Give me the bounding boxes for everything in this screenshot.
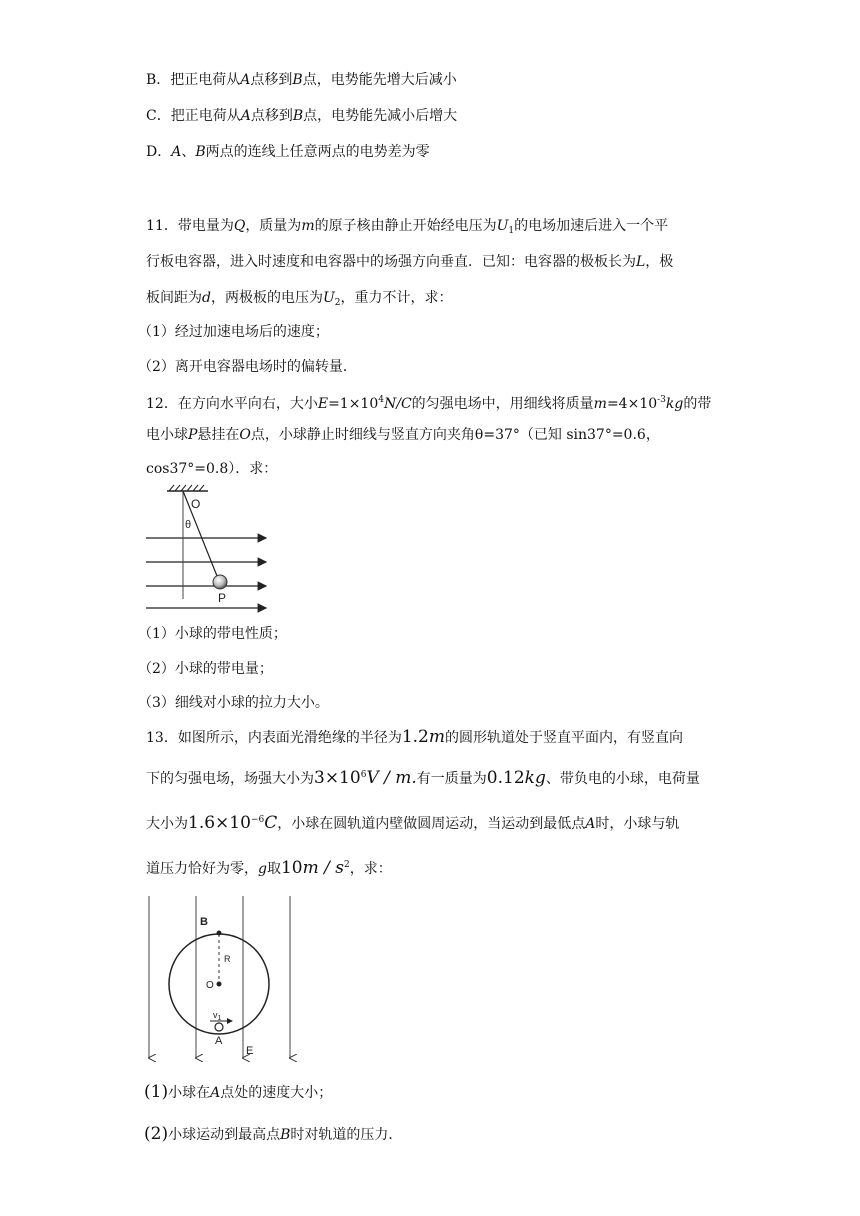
text: 的原子核由静止开始经电压为 bbox=[314, 218, 497, 234]
label-o: O bbox=[206, 980, 214, 991]
circular-track-figure bbox=[140, 892, 300, 1064]
option-b-suffix: 点，电势能先增大后减小 bbox=[302, 72, 457, 88]
text: 时对轨道的压力． bbox=[290, 1127, 403, 1143]
string bbox=[183, 491, 219, 581]
label-o: O bbox=[191, 497, 201, 511]
text: ，小球在圆轨道内壁做圆周运动，当运动到最低点 bbox=[277, 816, 586, 832]
text: 13．如图所示，内表面光滑绝缘的半径为 bbox=[146, 730, 402, 746]
q11-line-1 bbox=[146, 216, 668, 241]
var-e: E bbox=[317, 396, 329, 412]
label-b: B bbox=[200, 916, 208, 928]
q12-line-1 bbox=[146, 390, 711, 414]
text: ，重力不计，求： bbox=[340, 290, 453, 306]
point-a: A bbox=[240, 72, 251, 88]
q13-line-1 bbox=[146, 727, 683, 748]
exponent: −6 bbox=[250, 815, 265, 825]
text: 有一质量为 bbox=[416, 771, 487, 787]
q12-sub-2: （2）小球的带电量； bbox=[138, 661, 273, 677]
field-value: 3×10 bbox=[314, 768, 361, 788]
label-r: R bbox=[224, 954, 231, 964]
option-d-sep: 、 bbox=[181, 144, 196, 160]
q13-line-3 bbox=[146, 810, 679, 834]
text: ，两极板的电压为 bbox=[210, 290, 323, 306]
point-b-dot bbox=[217, 931, 222, 936]
text: 12．在方向水平向右，大小 bbox=[146, 396, 318, 412]
exponent: 2 bbox=[344, 860, 350, 870]
exponent: 4 bbox=[378, 395, 384, 405]
option-c bbox=[146, 106, 457, 126]
point-b: B bbox=[292, 72, 303, 88]
option-d-suffix: 两点的连线上任意两点的电势差为零 bbox=[205, 144, 430, 160]
var-u2: U bbox=[322, 290, 335, 306]
var-u1: U bbox=[496, 218, 509, 234]
point-b: B bbox=[292, 108, 304, 124]
q11-line-3 bbox=[146, 288, 453, 313]
text: =4×10 bbox=[606, 396, 658, 412]
label-v-sub: 1 bbox=[217, 1015, 222, 1022]
label-v-letter: v bbox=[213, 1010, 218, 1020]
g-value: 10 bbox=[280, 858, 303, 878]
sub-number: (1) bbox=[144, 1082, 169, 1102]
q11-sub-1: （1）经过加速电场后的速度； bbox=[138, 324, 329, 340]
unit: C bbox=[264, 813, 278, 833]
radius-value: 1.2 bbox=[401, 727, 429, 747]
subscript: 2 bbox=[334, 298, 341, 308]
q12-line-3: cos37°=0.8）．求： bbox=[146, 461, 278, 477]
sub-number: (2) bbox=[144, 1124, 169, 1144]
text: 的带 bbox=[683, 396, 712, 412]
option-c-mid: 点移到 bbox=[250, 108, 293, 124]
q11-sub-2: （2）离开电容器电场时的偏转量． bbox=[138, 359, 357, 375]
ceiling-hatch bbox=[169, 485, 204, 491]
var-d: d bbox=[202, 290, 211, 306]
label-p: P bbox=[218, 591, 227, 605]
exponent: -3 bbox=[657, 395, 666, 405]
label-a: A bbox=[215, 1035, 223, 1047]
text: ，质量为 bbox=[245, 218, 302, 234]
text: =1×10 bbox=[328, 396, 379, 412]
label-theta: θ bbox=[185, 519, 192, 531]
text: 的电场加速后进入一个平 bbox=[514, 218, 669, 234]
var-q: Q bbox=[233, 218, 246, 234]
text: 的匀强电场中，用细线将质量 bbox=[411, 396, 594, 412]
q12-sub-3: （3）细线对小球的拉力大小。 bbox=[138, 695, 329, 711]
text: 小球在 bbox=[168, 1085, 211, 1101]
text: 取 bbox=[266, 861, 281, 877]
unit: m bbox=[428, 727, 445, 747]
text: 的圆形轨道处于竖直平面内，有竖直向 bbox=[445, 730, 683, 746]
text: 大小为 bbox=[146, 816, 188, 832]
option-c-prefix: C．把正电荷从 bbox=[146, 108, 241, 124]
var-p: P bbox=[188, 427, 198, 443]
q13-line-2 bbox=[146, 765, 700, 789]
text: 11．带电量为 bbox=[146, 218, 234, 234]
option-d-prefix: D． bbox=[146, 144, 172, 160]
text: 点，小球静止时细线与竖直方向夹角θ=37°（已知 sin37°=0.6， bbox=[250, 427, 660, 443]
var-o: O bbox=[239, 427, 251, 443]
unit: kg bbox=[665, 396, 684, 412]
text: 、带负电的小球，电荷量 bbox=[545, 771, 700, 787]
option-b-mid: 点移到 bbox=[250, 72, 293, 88]
label-e: E bbox=[246, 1045, 254, 1057]
option-d bbox=[146, 142, 430, 162]
text: 行板电容器，进入时速度和电容器中的场强方向垂直．已知：电容器的极板长为 bbox=[146, 254, 636, 270]
unit: kg bbox=[524, 768, 546, 788]
center-dot bbox=[217, 982, 222, 987]
point-b: B bbox=[280, 1127, 291, 1143]
label-v bbox=[213, 1010, 222, 1022]
q11-line-2 bbox=[146, 252, 673, 272]
ball-a bbox=[215, 1023, 223, 1031]
text: 悬挂在 bbox=[197, 427, 240, 443]
q13-sub-2 bbox=[144, 1124, 402, 1145]
ball-p bbox=[213, 575, 227, 589]
point-a: A bbox=[585, 816, 596, 832]
pendulum-figure bbox=[140, 484, 275, 614]
text: 电小球 bbox=[146, 427, 188, 443]
option-b bbox=[146, 70, 457, 90]
option-b-prefix: B．把正电荷从 bbox=[146, 72, 241, 88]
point-a: A bbox=[210, 1085, 221, 1101]
text: 道压力恰好为零， bbox=[146, 861, 258, 877]
q12-sub-1: （1）小球的带电性质； bbox=[138, 626, 287, 642]
subscript: 1 bbox=[508, 226, 515, 236]
unit: V / m. bbox=[366, 768, 417, 788]
var-g: g bbox=[258, 861, 267, 877]
q12-line-2 bbox=[146, 425, 660, 445]
exponent: 6 bbox=[360, 770, 367, 780]
q13-sub-1 bbox=[144, 1082, 332, 1103]
text: 时，小球与轨 bbox=[595, 816, 680, 832]
text: 小球运动到最高点 bbox=[168, 1127, 281, 1143]
var-l: L bbox=[636, 254, 646, 270]
var-m: m bbox=[301, 218, 315, 234]
option-c-suffix: 点，电势能先减小后增大 bbox=[303, 108, 458, 124]
mass-value: 0.12 bbox=[486, 768, 525, 788]
text: 板间距为 bbox=[146, 290, 202, 306]
text: ，极 bbox=[645, 254, 674, 270]
var-m: m bbox=[593, 396, 607, 412]
unit: m / s bbox=[302, 858, 344, 878]
text: 下的匀强电场，场强大小为 bbox=[146, 771, 314, 787]
unit: N/C bbox=[383, 396, 412, 412]
point-a: A bbox=[171, 144, 182, 160]
point-a: A bbox=[240, 108, 251, 124]
point-b: B bbox=[195, 144, 206, 160]
q13-line-4 bbox=[146, 855, 392, 879]
charge-value: 1.6×10 bbox=[188, 813, 251, 833]
text: 点处的速度大小； bbox=[220, 1085, 333, 1101]
text: ，求： bbox=[349, 861, 392, 877]
